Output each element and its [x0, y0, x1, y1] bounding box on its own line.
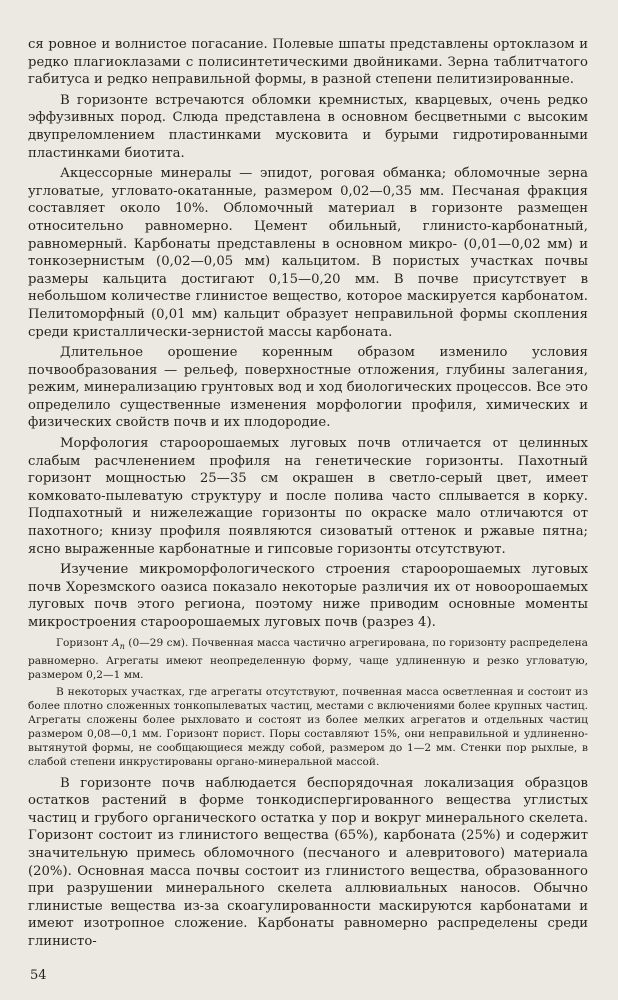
final-paragraph: В горизонте почв наблюдается беспорядочная локализация образцов остатков растений в форме тонкодиспергированного вещества углистых частиц и грубого органического остатка у пор и вокруг минерального скелета. Горизонт состоит из глинистого вещества (65%), карбоната (25%) и содержит значительную примесь обломочного (песчаного и алевритового) материала (20%). Основная масса почвы состоит из глинистого вещества, образованного при разрушении минерального скелета аллювиальных наносов. Обычно глинистые вещества из-за скоагулированности маскируются карбонатами и имеют изотропное сложение. Карбонаты равномерно распределены среди глинисто-: [28, 775, 588, 950]
horizon-note-text: (0—29 см). Почвенная масса частично агрегирована, по горизонту распределена равномерно. Агрегаты имеют неопределенную форму, чаще удлиненную и резко угловатую, размером 0,2—1 мм.: [28, 636, 588, 681]
horizon-prefix: Горизонт: [56, 636, 112, 649]
final-text: [28, 775, 588, 951]
paragraph-3: Акцессорные минералы — эпидот, роговая обманка; обломочные зерна угловатые, угловато-окатанные, размером 0,02—0,35 мм. Песчаная фракция составляет около 10%. Обломочный материал в горизонте размещен относительно равномерно. Цемент обильный, глинисто-карбонатный, равномерный. Карбонаты представлены в основном микро- (0,01—0,02 мм) и тонкозернистым (0,02—0,05 мм) кальцитом. В пористых участках почвы размеры кальцита достигают 0,15—0,20 мм. В почве присутствует в небольшом количестве глинистое вещество, которое маскируется карбонатом. Пелитоморфный (0,01 мм) кальцит образует неправильной формы скопления среди кристаллически-зернистой массы карбоната.: [28, 166, 588, 340]
page-number: 54: [30, 968, 47, 983]
main-text: [28, 36, 588, 632]
horizon-letter: А: [111, 636, 120, 649]
paragraph-5: Морфология староорошаемых луговых почв отличается от целинных слабым расчленением профиля на генетические горизонты. Пахотный горизонт мощностью 25—35 см окрашен в светло-серый цвет, имеет комковато-пылеватую структуру и после полива часто сплывается в корку. Подпахотный и нижележащие горизонты по окраске мало отличаются от пахотного; книзу профиля появляются сизоватый оттенок и ржавые пятна; ясно выраженные карбонатные и гипсовые горизонты отсутствуют.: [28, 436, 588, 557]
horizon-description: [28, 636, 588, 769]
paragraph-4: Длительное орошение коренным образом изменило условия почвообразования — рельеф, поверхностные отложения, глубины залегания, режим, минерализацию грунтовых вод и ход биологических процессов. Все это определило существенные изменения морфологии профиля, химических и физических свойств почв и их плодородие.: [28, 345, 588, 431]
horizon-subscript: п: [119, 641, 125, 651]
paragraph-6: Изучение микроморфологического строения староорошаемых луговых почв Хорезмского оазиса показало некоторые различия их от новоорошаемых луговых почв этого региона, поэтому ниже приводим основные моменты микростроения староорошаемых луговых почв (разрез 4).: [28, 562, 588, 630]
paragraph-2: В горизонте встречаются обломки кремнистых, кварцевых, очень редко эффузивных пород. Слюда представлена в основном бесцветными с высоким двупреломлением пластинками мусковита и бурыми гидрoтированными пластинками биотита.: [28, 92, 588, 161]
small-paragraph: В некоторых участках, где агрегаты отсутствуют, почвенная масса осветленная и состоит из более плотно сложенных тонкопылеватых частиц, местами с включениями более крупных частиц. Агрегаты сложены более рыхловато и состоят из более мелких агрегатов и отдельных частиц размером 0,08—0,1 мм. Горизонт порист. Поры составляют 15%, они неправильной и удлиненно-вытянутой формы, не сообщающиеся между собой, размером до 1—2 мм. Стенки пор рыхлые, в слабой степени инкрустированы органо-минеральной массой.: [28, 685, 588, 768]
paragraph-1: ся ровное и волнистое погасание. Полевые шпаты представлены ортоклазом и редко плагиоклазами с полисинтетическими двойниками. Зерна таблитчатого габитуса и редко неправильной формы, в разной степени пелитизированные.: [28, 37, 588, 88]
horizon-note: [28, 636, 588, 682]
